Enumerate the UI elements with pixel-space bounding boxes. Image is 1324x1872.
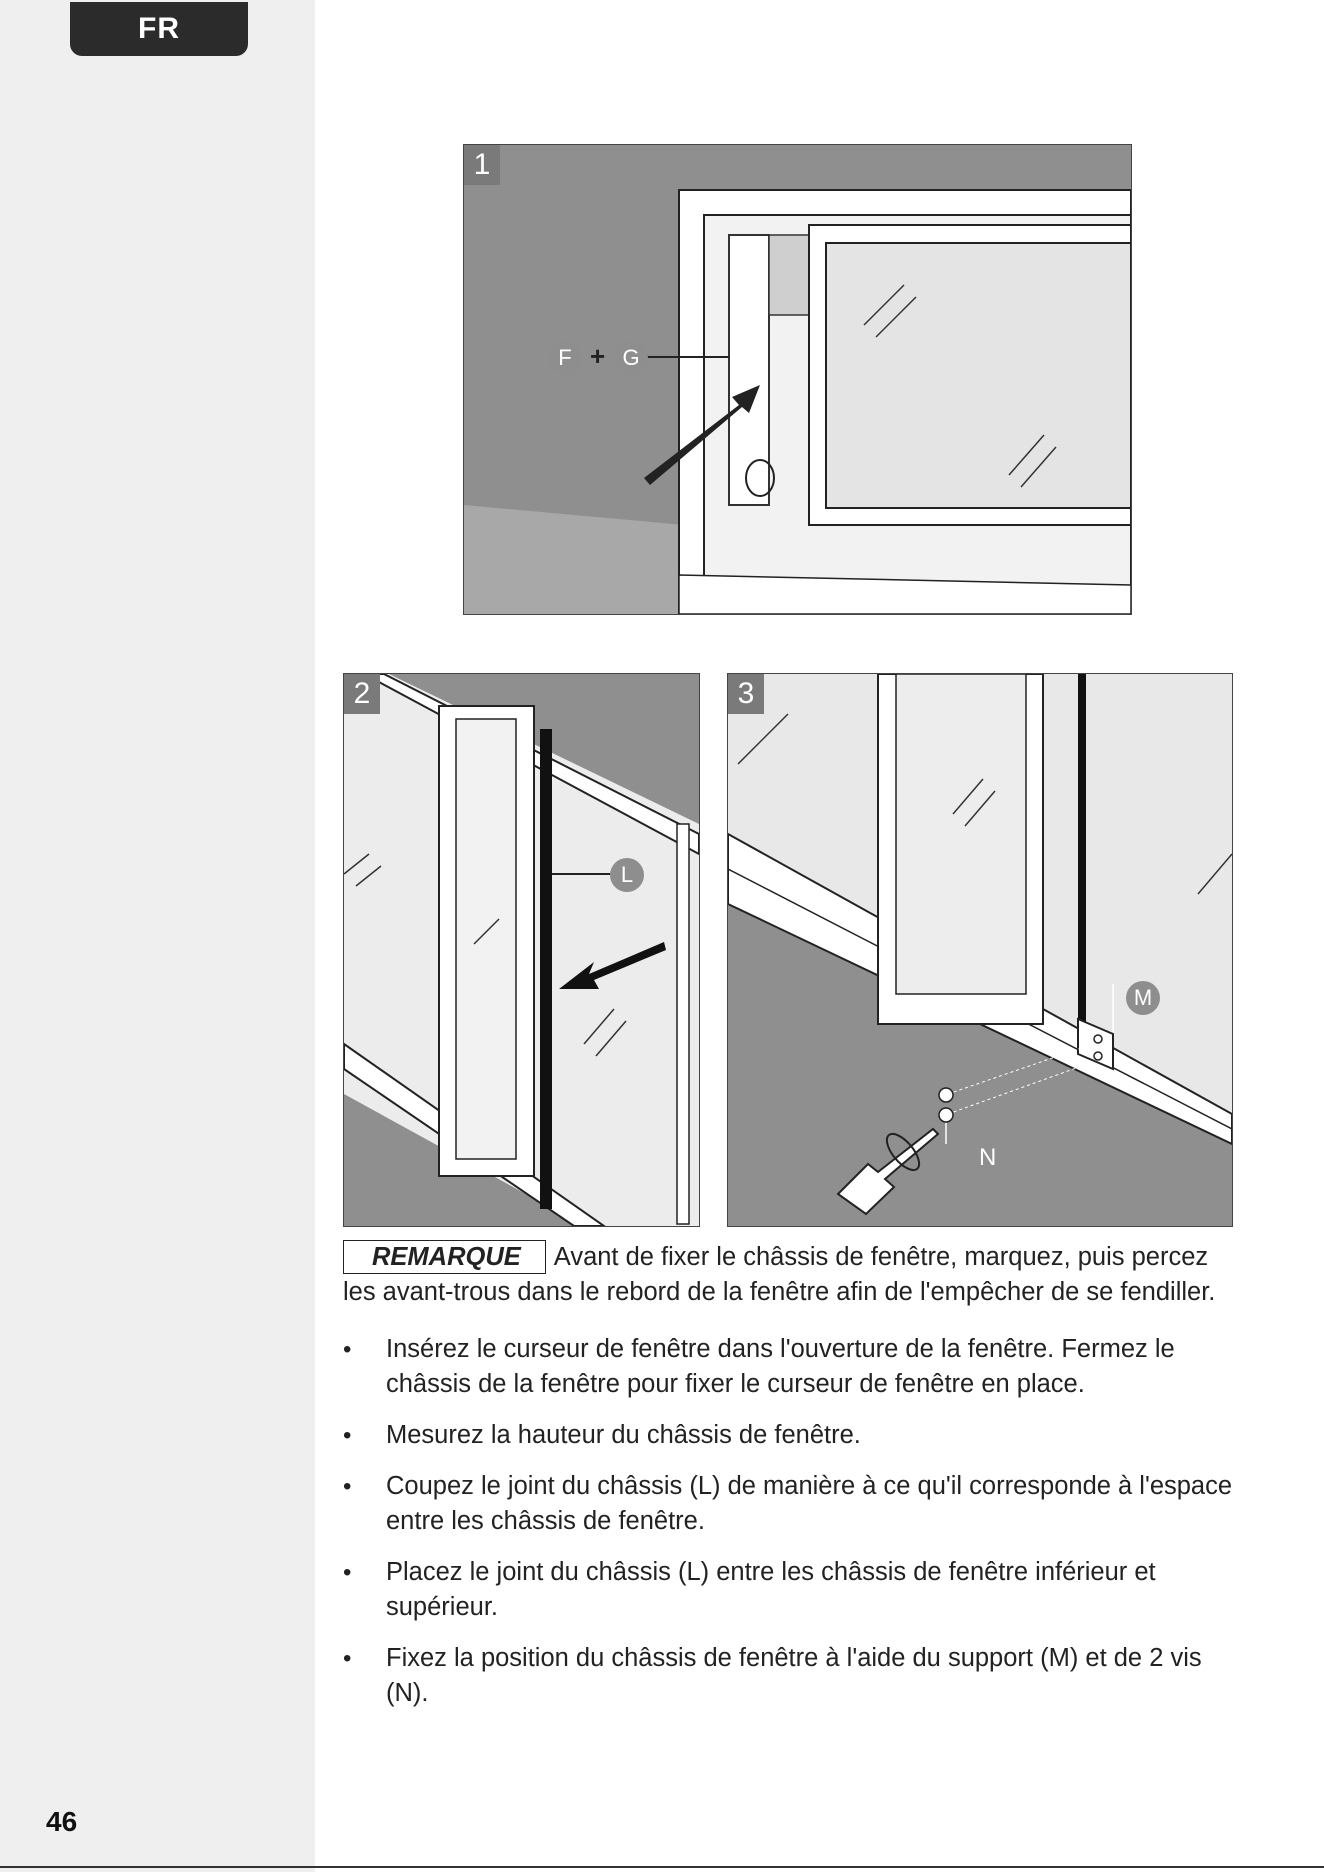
figure-1 xyxy=(463,144,1132,615)
callout-g: G xyxy=(614,341,648,375)
page-number: 46 xyxy=(46,1806,78,1837)
figure-3-number: 3 xyxy=(728,674,764,714)
list-item: • Coupez le joint du châssis (L) de manière à ce qu'il corresponde à l'espace entre les châssis de fenêtre. xyxy=(343,1469,1233,1539)
list-item: • Insérez le curseur de fenêtre dans l'ouverture de la fenêtre. Fermez le châssis de la fenêtre pour fixer le curseur de fenêtre en place. xyxy=(343,1332,1233,1402)
bottom-rule xyxy=(0,1866,1324,1868)
figure-2-number: 2 xyxy=(344,674,380,714)
plus-sign: + xyxy=(590,341,606,371)
figure-2 xyxy=(343,673,700,1227)
callout-f: F xyxy=(548,341,582,375)
list-item: • Placez le joint du châssis (L) entre les châssis de fenêtre inférieur et supérieur. xyxy=(343,1555,1233,1625)
list-item: • Fixez la position du châssis de fenêtre à l'aide du support (M) et de 2 vis (N). xyxy=(343,1641,1233,1711)
note-text: Avant de fixer le châssis de fenêtre, marquez, puis percez les avant-trous dans le rebord de la fenêtre afin de l'empêcher de se fendiller. xyxy=(343,1243,1216,1306)
note-label: REMARQUE xyxy=(343,1240,546,1274)
language-tab: FR xyxy=(70,2,248,56)
note-paragraph xyxy=(343,1240,1233,1310)
list-item: • Mesurez la hauteur du châssis de fenêtre. xyxy=(343,1418,1233,1453)
figure-2-illustration xyxy=(344,674,699,1226)
label-n: N xyxy=(979,1144,997,1171)
instructions-text xyxy=(343,1240,1233,1727)
instruction-list xyxy=(343,1332,1233,1711)
figure-1-illustration xyxy=(464,145,1131,614)
callout-l: L xyxy=(610,858,644,892)
figure-1-number: 1 xyxy=(464,145,500,185)
callout-m: M xyxy=(1126,981,1160,1015)
sidebar xyxy=(0,0,315,1872)
figure-3 xyxy=(727,673,1233,1227)
